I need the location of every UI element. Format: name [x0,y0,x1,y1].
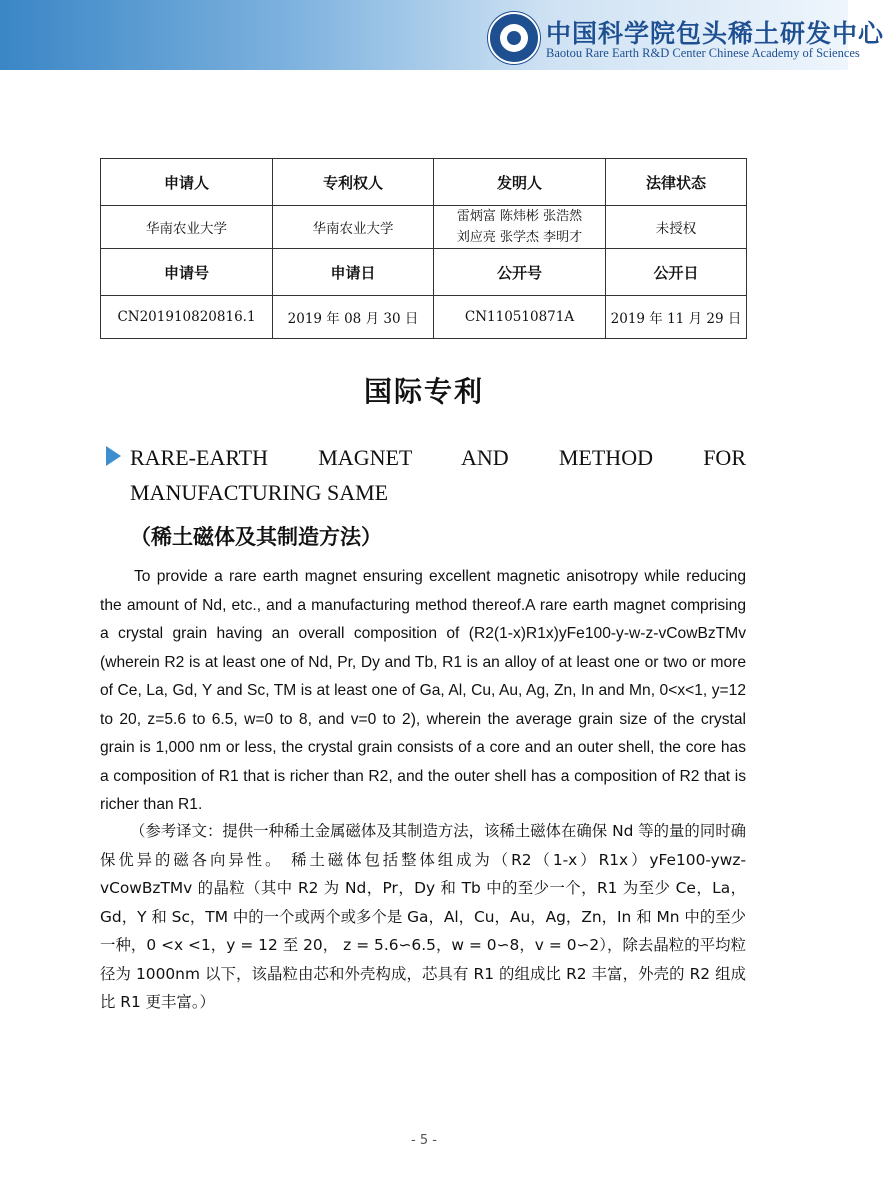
table-header-row [101,159,747,206]
applicant-value: 华南农业大学 [101,206,273,249]
patent-title-en-line1: RARE-EARTH MAGNET AND METHOD FOR [130,445,746,470]
org-name-cn: 中国科学院包头稀土研发中心 [546,19,884,48]
header-application-date: 申请日 [273,249,434,296]
header-inventor: 发明人 [434,159,606,206]
publication-number-value: CN110510871A [434,296,606,339]
bullet-arrow-icon [106,446,121,466]
header-patentee: 专利权人 [273,159,434,206]
header-application-number: 申请号 [101,249,273,296]
table-header-row [101,249,747,296]
legal-status-value: 未授权 [606,206,747,249]
patent-title-en-line2: MANUFACTURING SAME [130,480,389,505]
section-title: 国际专利 [363,375,484,408]
org-name-en: Baotou Rare Earth R&D Center Chinese Academy of Sciences [546,46,860,60]
header-publication-number: 公开号 [434,249,606,296]
header-legal-status: 法律状态 [606,159,747,206]
table-row [101,296,747,339]
patentee-value: 华南农业大学 [273,206,434,249]
inventor-value: 雷炳富 陈炜彬 张浩然 刘应亮 张学杰 李明才 [434,206,606,249]
header-applicant: 申请人 [101,159,273,206]
patent-title-cn: （稀土磁体及其制造方法） [130,525,382,549]
application-date-value: 2019 年 08 月 30 日 [273,296,434,339]
header-publication-date: 公开日 [606,249,747,296]
page-number: - 5 - [411,1133,437,1148]
abstract-en: To provide a rare earth magnet ensuring excellent magnetic anisotropy while reducing the amount of Nd, etc., and a manufacturing method thereof.A rare earth magnet comprising a crystal grain having an overall composition of (R2(1-x)R1x)yFe100-y-w-z-vCowBzTMv (wherein R2 is at least one of Nd, Pr, Dy and Tb, R1 is an alloy of at least one or two or more of Ce, La, Gd, Y and Sc, TM is at least one of Ga, Al, Cu, Au, Ag, Zn, In and Mn, 0<x<1, y=12 to 20, z=5.6 to 6.5, w=0 to 8, and v=0 to 2), wherein the average grain size of the crystal grain is 1,000 nm or less, the crystal grain consists of a core and an outer shell, the core has a composition of R1 that is richer than R2, and the outer shell has a composition of R2 that is richer than R1. [100,568,746,813]
cas-logo-icon [488,12,540,64]
patent-info-table [100,158,747,339]
table-row [101,206,747,249]
abstract-cn: （参考译文：提供一种稀土金属磁体及其制造方法，该稀土磁体在确保 Nd 等的量的同时确保优异的磁各向异性。 稀土磁体包括整体组成为（R2（1-x）R1x）yFe100-ywz-vCowBzTMv 的晶粒（其中 R2 为 Nd，Pr，Dy 和 Tb 中的至少一个，R1 为至少 Ce，La，Gd，Y 和 Sc，TM 中的一个或两个或多个是 Ga，Al，Cu，Au，Ag，Zn，In 和 Mn 中的至少一种，0 <x <1，y = 12 至 20， z = 5.6∽6.5，w = 0∽8，v = 0∽2），除去晶粒的平均粒径为 1000nm 以下，该晶粒由芯和外壳构成，芯具有 R1 的组成比 R2 丰富，外壳的 R2 组成比 R1 更丰富。） [100,822,747,1011]
application-number-value: CN201910820816.1 [101,296,273,339]
publication-date-value: 2019 年 11 月 29 日 [606,296,747,339]
